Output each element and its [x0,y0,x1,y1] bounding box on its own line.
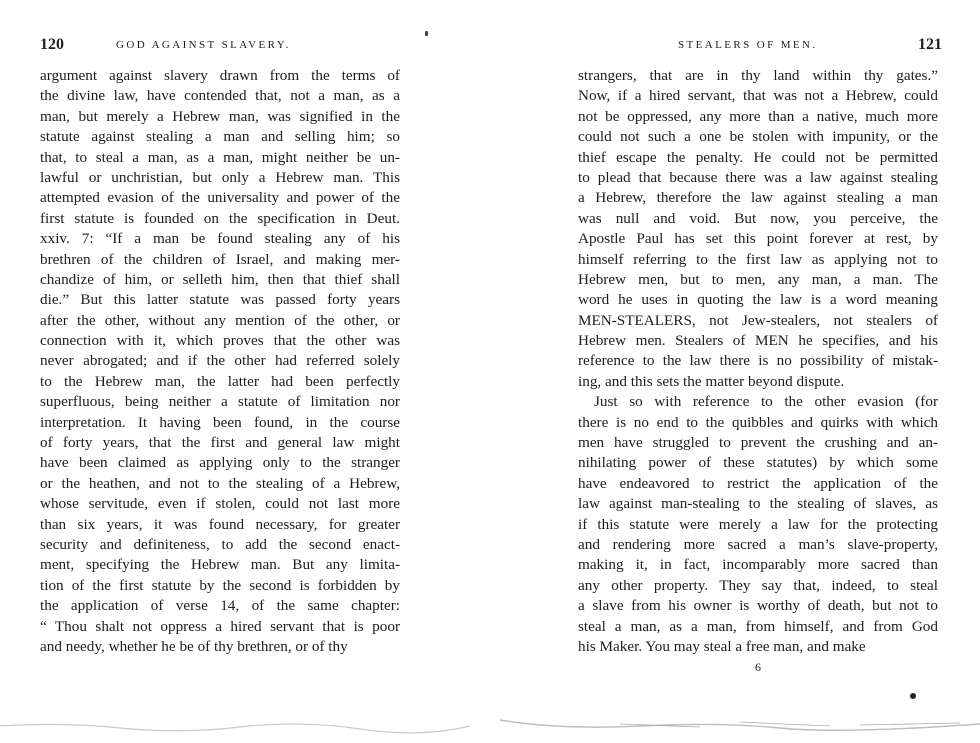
text-line: Hebrew men. Stealers of MEN he specifies, and his [578,332,938,350]
text-line: brethren of the children of Israel, and making mer- [40,250,400,268]
text-line: or the heathen, and not to the stealing of a Hebrew, [40,474,400,492]
text-line: argument against slavery drawn from the terms of [40,67,400,84]
right-page [490,0,980,743]
text-line: ment, specifying the Hebrew man. But any limita- [40,556,400,574]
text-line: never abrogated; and if the other had referred solely [40,352,400,370]
text-line: men have struggled to prevent the crushing and an- [578,434,938,452]
text-line: have been claimed as applying only to the stranger [40,454,400,472]
text-line: attempted evasion of the universality and power of the [40,189,400,207]
text-line: word he uses in quoting the law is a word meaning [578,291,938,309]
print-speck [425,31,428,36]
text-line: and rendering more sacred a man’s slave-property, [578,535,938,553]
text-line: Now, if a hired servant, that was not a Hebrew, could [578,87,938,105]
text-line: was null and void. But now, you perceive, the [578,209,938,227]
text-line: the divine law, have contended that, not a man, as a [40,87,400,105]
text-line: could not such a one be stolen with impunity, or the [578,128,938,146]
text-line: security and definiteness, to add the second enact- [40,535,400,553]
left-page-body [40,66,400,657]
page-number: 121 [918,36,942,53]
text-line: a Hebrew, therefore the law against stealing a man [578,189,938,207]
text-line: reference to the law there is no possibility of mistak- [578,352,938,370]
text-line: xxiv. 7: “If a man be found stealing any of his [40,230,400,248]
text-line: die.” But this latter statute was passed forty years [40,291,400,309]
text-line: first statute is founded on the specification in Deut. [40,209,400,227]
text-line: man, but merely a Hebrew man, was signified in the [40,107,400,125]
text-line: thief escape the penalty. He could not be permitted [578,148,938,166]
text-line: a slave from his owner is worthy of death, but not to [578,597,938,615]
text-line: whose servitude, even if stolen, could not last more [40,495,400,513]
right-page-body [578,66,938,678]
text-line: that, to steal a man, as a man, might neither be un- [40,148,400,166]
text-line: to the Hebrew man, the latter had been perfectly [40,372,400,390]
text-line: and needy, whether he be of thy brethren, or of thy [40,637,348,655]
text-line: interpretation. It having been found, in the course [40,413,400,431]
text-line: “ Thou shalt not oppress a hired servant that is poor [40,617,400,635]
text-line: after the other, without any mention of the other, or [40,311,400,329]
text-line: lawful or unchristian, but only a Hebrew man. This [40,168,400,186]
running-head: STEALERS OF MEN. [678,39,818,51]
text-line: strangers, that are in thy land within thy gates.” [578,67,938,84]
text-line: statute against stealing a man and selling him; so [40,128,400,146]
text-line: to plead that because there was a law against stealing [578,168,938,186]
text-line: steal a man, as a man, from himself, and from God [578,617,938,635]
text-line: ing, and this sets the matter beyond dispute. [578,372,845,390]
page-number: 120 [40,36,64,53]
print-speck [910,693,916,699]
text-line: law against man-stealing to the stealing of slaves, as [578,495,938,513]
text-line: any other property. They say that, indeed, to steal [578,576,938,594]
text-line: Apostle Paul has set this point forever at rest, by [578,230,938,248]
text-line: not be oppressed, any more than a native, much more [578,107,938,125]
running-head: GOD AGAINST SLAVERY. [116,39,291,51]
text-line: there is no end to the quibbles and quirks with which [578,413,938,431]
text-line: his Maker. You may steal a free man, and make [578,637,866,655]
text-line: chandize of him, or selleth him, then that thief shall [40,270,400,288]
text-line: MEN-STEALERS, not Jew-stealers, not stealers of [578,311,938,329]
text-line: nihilating power of these statutes) by which some [578,454,938,472]
text-line: tion of the first statute by the second is forbidden by [40,576,400,594]
text-line: than six years, it was found necessary, for greater [40,515,400,533]
text-line: superfluous, being neither a statute of limitation nor [40,393,400,411]
text-line: Hebrew men, but to men, any man, a man. The [578,270,938,288]
text-line: himself referring to the first law as applying not to [578,250,938,268]
text-line: have endeavored to restrict the application of the [578,474,938,492]
text-line: of forty years, that the first and general law might [40,434,400,452]
signature-mark: 6 [755,660,761,675]
text-line: connection with it, which proves that the other was [40,332,400,350]
text-line: the application of verse 14, of the same chapter: [40,597,400,615]
right-page-header [572,36,942,58]
left-page-header [40,36,445,58]
scan-edge-noise [0,712,980,742]
text-line: if this statute were merely a law for the protecting [578,515,938,533]
text-line: Just so with reference to the other evasion (for [594,393,938,411]
text-line: making it, in fact, incomparably more sacred than [578,556,938,574]
